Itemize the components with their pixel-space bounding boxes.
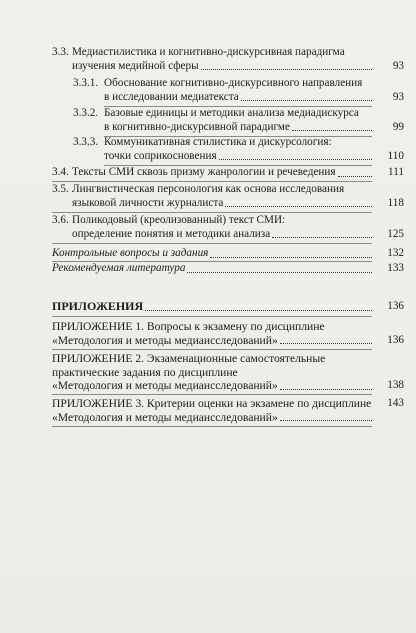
toc-entry <box>52 262 374 276</box>
toc-page-number: 136 <box>387 334 404 346</box>
toc-entry <box>52 352 374 394</box>
toc-text: определение понятия и методики анализа <box>72 227 271 240</box>
toc-entry <box>52 46 374 74</box>
toc-page-number: 111 <box>388 166 404 178</box>
toc-entry <box>73 136 374 164</box>
toc-leader <box>241 91 372 102</box>
toc-leader <box>292 121 372 132</box>
toc-page-number: 93 <box>392 90 404 103</box>
underline <box>52 212 372 213</box>
toc-text: Контрольные вопросы и задания <box>52 247 209 259</box>
toc-page-number: 118 <box>387 196 404 209</box>
toc-text: точки соприкосновения <box>104 149 217 162</box>
underline <box>52 243 372 244</box>
toc-page-number: 133 <box>387 262 404 274</box>
toc-text: изучения медийной сферы <box>72 59 199 72</box>
toc-page-number: 138 <box>387 379 404 391</box>
toc-leader <box>219 150 372 161</box>
toc-entry <box>52 300 374 314</box>
toc-page-number: 136 <box>387 300 404 312</box>
toc-leader <box>145 300 372 311</box>
toc-page-number: 125 <box>387 227 404 240</box>
toc-page-number: 143 <box>387 397 404 409</box>
toc-number: 3.3.1. <box>73 77 99 89</box>
underline <box>52 316 372 317</box>
toc-leader <box>210 247 372 258</box>
toc-text: Базовые единицы и методики анализа медиадискурса <box>104 107 359 119</box>
toc-text: Рекомендуемая литература <box>52 262 186 274</box>
underline <box>52 181 372 182</box>
toc-entry <box>52 247 374 261</box>
toc-section-heading: ПРИЛОЖЕНИЯ <box>52 299 144 313</box>
toc-leader <box>338 166 372 177</box>
toc-text: Коммуникативная стилистика и дискурсология: <box>104 136 332 148</box>
underline <box>52 349 372 350</box>
toc-page-number: 99 <box>392 120 404 133</box>
toc-entry <box>52 320 374 348</box>
toc-text: «Методология и методы медиаисследований» <box>52 333 278 347</box>
toc-text: ПРИЛОЖЕНИЕ 3. Критерии оценки на экзамене по дисциплине <box>52 397 372 410</box>
toc-entry <box>73 107 374 135</box>
toc-leader <box>201 60 372 71</box>
toc-page-number: 93 <box>392 59 404 72</box>
toc-text: Медиастилистика и когнитивно-дискурсивная парадигма <box>72 46 345 58</box>
toc-number: 3.5. <box>52 183 69 195</box>
toc-leader <box>280 334 372 345</box>
toc-text: практические задания по дисциплине <box>52 365 238 379</box>
toc-number: 3.3.3. <box>73 136 99 148</box>
toc-text: «Методология и методы медиаисследований» <box>52 410 278 424</box>
toc-number: 3.4. <box>52 166 69 178</box>
toc-text: Обоснование когнитивно-дискурсивного направления <box>104 77 363 89</box>
toc-entry <box>73 77 374 105</box>
toc-leader <box>187 262 372 273</box>
toc-number: 3.6. <box>52 214 69 226</box>
underline <box>52 426 372 427</box>
toc-entry <box>52 397 374 425</box>
toc-page-number: 110 <box>387 149 404 162</box>
underline <box>52 394 372 395</box>
toc-leader <box>272 228 372 239</box>
toc-text: Поликодовый (креолизованный) текст СМИ: <box>72 214 286 226</box>
toc-text: в когнитивно-дискурсивной парадигме <box>104 120 290 133</box>
toc-text: ПРИЛОЖЕНИЕ 2. Экзаменационные самостоятельные <box>52 352 326 365</box>
toc-text: Лингвистическая персонология как основа исследования <box>72 183 345 195</box>
toc-entry <box>52 166 374 180</box>
toc-text: ПРИЛОЖЕНИЕ 1. Вопросы к экзамену по дисциплине <box>52 320 325 333</box>
toc-page-number: 132 <box>387 247 404 259</box>
toc-entry <box>52 214 374 242</box>
toc-text: «Методология и методы медиаисследований» <box>52 379 278 392</box>
toc-number: 3.3. <box>52 46 69 58</box>
toc-text: Тексты СМИ сквозь призму жанрологии и речеведения <box>72 166 336 178</box>
toc-number: 3.3.2. <box>73 107 99 119</box>
toc-leader <box>280 411 372 422</box>
toc-text: в исследовании медиатекста <box>104 90 239 103</box>
toc-text: языковой личности журналиста <box>72 196 224 209</box>
toc-entry <box>52 183 374 211</box>
toc-leader <box>225 197 372 208</box>
toc-leader <box>280 379 372 390</box>
